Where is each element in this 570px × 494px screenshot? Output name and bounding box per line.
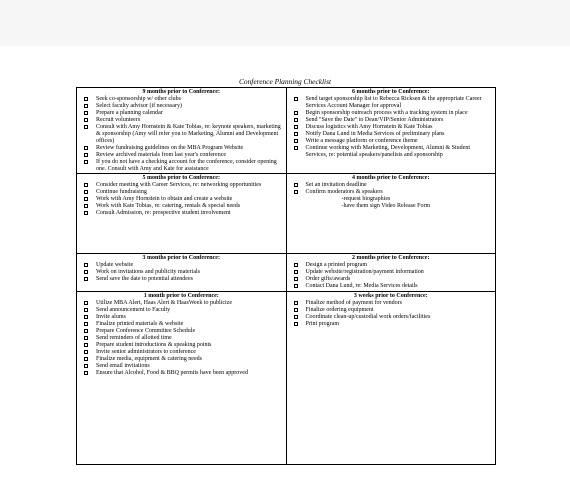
checkbox-icon[interactable] [84,336,88,340]
checklist-item [80,152,283,159]
document-page [40,46,530,494]
checkbox-icon[interactable] [294,125,298,129]
section-heading: 4 months prior to Conference: [352,175,430,181]
checkbox-icon[interactable] [294,190,298,194]
checklist-item-text: Invite alums [96,314,126,320]
checklist-item-text: Confirm moderators & speakers [305,189,383,195]
checklist-item-text: Set an invitation deadline [305,182,367,188]
checklist-item-text: Ensure that Alcohol, Food & BBQ permits have been approved [96,370,248,376]
checkbox-icon[interactable] [294,301,298,305]
checkbox-icon[interactable] [84,204,88,208]
checklist-item-text: Prepare student introductions & speaking points [96,342,212,348]
checklist-items [80,300,283,377]
section-heading: 3 months prior to Conference: [142,255,220,261]
checkbox-icon[interactable] [84,211,88,215]
checkbox-icon[interactable] [84,104,88,108]
checklist-item [80,335,283,342]
checklist-items [290,182,493,196]
checkbox-icon[interactable] [84,263,88,267]
checklist-item-text: Work with Kate Tobias, re: catering, rentals & special needs [96,203,241,209]
checklist-item [290,138,493,145]
checklist-item-text: Prepare Conference Committee Schedule [96,328,196,334]
checkbox-icon[interactable] [84,322,88,326]
checklist-item [80,124,283,145]
checkbox-icon[interactable] [84,371,88,375]
checklist-item-text: Recruit volunteers [96,117,141,123]
checklist-item-text: Coordinate clean-up/custodial work orders/facilities [305,314,431,320]
checkbox-icon[interactable] [84,364,88,368]
checklist-item-text: Send target sponsorship list to Rebecca Ricksen & the appropriate Career Services Account Manager for approval [305,96,482,109]
checklist-item [290,307,493,314]
checklist-item [290,182,493,189]
checklist-item [290,300,493,307]
checklist-item-text: Seek co-sponsorship w/ other clubs [96,96,181,102]
checklist-item-text: Consider meeting with Career Services, re: networking opportunities [96,182,262,188]
checklist-item [80,182,283,189]
checklist-item-text: Design a printed program [305,262,367,268]
checklist-item [80,117,283,124]
section-heading: 3 weeks prior to Conference: [353,293,428,299]
checkbox-icon[interactable] [294,315,298,319]
checklist-item [290,96,493,110]
checkbox-icon[interactable] [84,111,88,115]
checklist-item [80,356,283,363]
checkbox-icon[interactable] [294,97,298,101]
checklist-item-text: Finalize method of payment for vendors [305,300,402,306]
checklist-item [290,269,493,276]
checklist-item-text: Work on invitations and publicity materials [96,269,200,275]
checkbox-icon[interactable] [294,139,298,143]
checkbox-icon[interactable] [84,197,88,201]
checklist-item-text: Prepare a planning calendar [96,110,163,116]
checklist-item-text: Finalize ordering equipment [305,307,374,313]
checklist-item [290,262,493,269]
checklist-item-text: Select faculty advisor (if necessary) [96,103,182,109]
section-6-months [286,88,496,174]
checklist-item-text: Send save the date to potential attendees [96,276,193,282]
checklist-item [290,321,493,328]
checkbox-icon[interactable] [294,270,298,274]
checkbox-icon[interactable] [294,118,298,122]
section-5-months [77,174,287,254]
section-2-months [286,254,496,292]
section-1-month [77,292,287,465]
checklist-items [290,96,493,159]
checkbox-icon[interactable] [294,284,298,288]
checklist-items [290,300,493,328]
checkbox-icon[interactable] [84,190,88,194]
section-3-weeks [286,292,496,465]
checkbox-icon[interactable] [84,277,88,281]
checklist-item-text: Consult Admission, re: prospective student involvement [96,210,231,216]
checklist-item [80,269,283,276]
checklist-item [80,145,283,152]
checklist-item-text: Send "Save the Date" to Dean/VIP/Senior Administrators [305,117,444,123]
checklist-item [290,110,493,117]
checkbox-icon[interactable] [294,132,298,136]
checklist-item [80,300,283,307]
checklist-item-text: Send reminders of allotted time [96,335,172,341]
checklist-item [80,276,283,283]
section-9-months [77,88,287,174]
checkbox-icon[interactable] [84,118,88,122]
checklist-item [290,283,493,290]
checklist-item-text: Write a message platform or conference theme [305,138,418,144]
checklist-item-text: Update website/registration/payment information [305,269,424,275]
checkbox-icon[interactable] [84,160,88,164]
section-4-months [286,174,496,254]
checkbox-icon[interactable] [84,183,88,187]
checklist-item-text: If you do not have a checking account for the conference, consider opening one. Consult with Amy and Kate for assistance [96,159,277,172]
checkbox-icon[interactable] [294,146,298,150]
checklist-item [80,307,283,314]
checklist-item-text: Consult with Amy Hornstein & Kate Tobias, re: keynote speakers, marketing & sponsorship (Amy will refer you to Marketing, Alumni and Development offices) [96,124,281,144]
checklist-item-text: Continue fundraising [96,189,147,195]
checklist-item [80,262,283,269]
checkbox-icon[interactable] [84,329,88,333]
checkbox-icon[interactable] [84,125,88,129]
checklist-item-text: Send email invitations [96,363,150,369]
checklist-item [290,189,493,196]
checkbox-icon[interactable] [294,111,298,115]
section-heading: 1 month prior to Conference: [143,293,219,299]
checklist-item [80,189,283,196]
checkbox-icon[interactable] [294,183,298,187]
checklist-item [80,210,283,217]
checkbox-icon[interactable] [84,153,88,157]
checklist-item [290,145,493,159]
checklist-item-text: Invite senior administrators to conference [96,349,196,355]
checklist-item [80,363,283,370]
checklist-item [80,196,283,203]
section-heading: 2 months prior to Conference: [352,255,430,261]
checklist-item [80,159,283,173]
checkbox-icon[interactable] [84,357,88,361]
checklist-items [80,262,283,283]
section-heading: 9 months prior to Conference: [142,89,220,95]
checklist-item-text: Work with Amy Hornstein to obtain and create a website [96,196,233,202]
checklist-item-text: Print program [305,321,339,327]
checklist-items [80,182,283,217]
section-3-months [77,254,287,292]
checklist-item-text: Discuss logistics with Amy Hornstein & Kate Tobias [305,124,433,130]
checklist-table [76,87,496,465]
checklist-item [80,321,283,328]
checklist-subitem: -have them sign Video Release Form [341,203,431,209]
checkbox-icon[interactable] [84,301,88,305]
document-title: Conference Planning Checklist [238,77,332,86]
checklist-items [80,96,283,173]
checklist-item [290,124,493,131]
section-heading: 5 months prior to Conference: [142,175,220,181]
checkbox-icon[interactable] [294,308,298,312]
checkbox-icon[interactable] [84,270,88,274]
checklist-item-text: Review archived materials from last year's conference [96,152,227,158]
checkbox-icon[interactable] [84,308,88,312]
checklist-item [80,110,283,117]
checklist-item [290,314,493,321]
checklist-item [80,328,283,335]
checkbox-icon[interactable] [84,146,88,150]
checklist-item-text: Send announcement to Faculty [96,307,171,313]
checkbox-icon[interactable] [84,97,88,101]
checklist-item [290,117,493,124]
checklist-item-text: Continue working with Marketing, Development, Alumni & Student Services, re: potential speakers/panelists and sponsorship [305,145,470,158]
checklist-item-text: Contact Dana Lund, re: Media Services details [305,283,418,289]
checklist-item [80,103,283,110]
checkbox-icon[interactable] [294,322,298,326]
checkbox-icon[interactable] [84,343,88,347]
checkbox-icon[interactable] [84,315,88,319]
checklist-item [80,342,283,349]
checkbox-icon[interactable] [84,350,88,354]
checklist-item-text: Finalize printed materials & website [96,321,184,327]
checklist-item-text: Notify Dana Lund in Media Services of preliminary plans [305,131,445,137]
checklist-item [290,276,493,283]
checklist-item-text: Begin sponsorship outreach process with a tracking system in place [305,110,468,116]
checklist-items [290,262,493,290]
checklist-item-text: Update website [96,262,134,268]
checkbox-icon[interactable] [294,277,298,281]
checklist-item [290,131,493,138]
checkbox-icon[interactable] [294,263,298,267]
viewer-top-bar [0,0,570,46]
checklist-item-text: Review fundraising guidelines on the MBA Program Website [96,145,244,151]
checklist-item [80,96,283,103]
checklist-item [80,314,283,321]
checklist-subitem: -request biographies [341,196,391,202]
checklist-item [80,203,283,210]
checklist-item-text: Utilize MBA Alert, Haas Alert & HaasWeek to publicize [96,300,232,306]
checklist-item-text: Finalize media, equipment & catering needs [96,356,202,362]
section-heading: 6 months prior to Conference: [352,89,430,95]
checklist-item [80,370,283,377]
checklist-item [80,349,283,356]
checklist-item-text: Order gifts/awards [305,276,351,282]
